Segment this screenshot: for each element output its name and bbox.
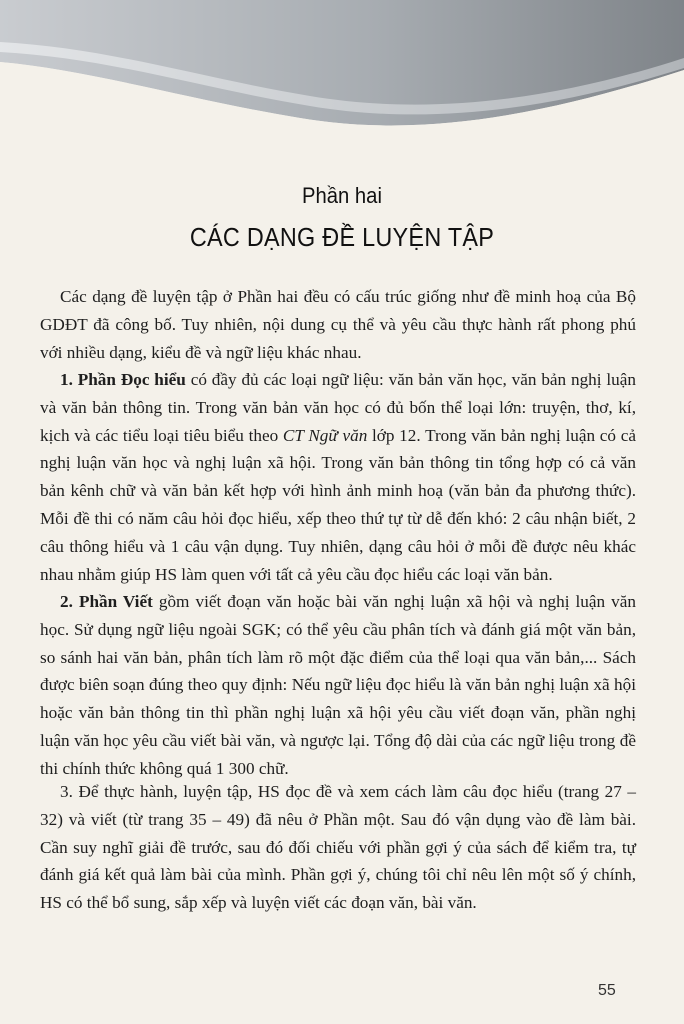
part-label: Phần hai (302, 183, 382, 208)
writing-section-text: gồm viết đoạn văn hoặc bài văn nghị luận xã hội và nghị luận văn học. Sử dụng ngữ liệu ngoài SGK; có thể yêu cầu phân tích và đánh giá một văn bản, so sánh hai văn bản, phân tích làm rõ một đặc điểm của thể loại qua văn bản,... Sách được biên soạn đúng theo quy định: Nếu ngữ liệu đọc hiểu là văn bản nghị luận xã hội hoặc văn bản thông tin thì phần nghị luận xã hội yêu cầu viết đoạn văn, phần nghị luận văn học yêu cầu viết bài văn, và ngược lại. Tổng độ dài của các ngữ liệu trong đề thi chính thức không quá 1 300 chữ. (40, 592, 636, 778)
page-title: CÁC DẠNG ĐỀ LUYỆN TẬP (189, 222, 495, 252)
reading-section-text-a: có đầy đủ các loại ngữ liệu: văn bản văn học, văn bản nghị luận và văn bản thông tin. Trong văn bản văn học có đủ bốn thể loại lớn: truyện, thơ, kí, kịch và các tiểu loại tiêu biểu theo (40, 370, 636, 445)
curriculum-name: CT Ngữ văn (282, 425, 368, 445)
writing-section-heading: 2. Phần Viết (60, 592, 153, 611)
writing-section-paragraph (40, 588, 636, 783)
reading-section-heading: 1. Phần Đọc hiểu (60, 370, 186, 389)
reading-section-text-b: lớp 12. Trong văn bản nghị luận có cả nghị luận văn học và nghị luận xã hội. Trong văn bản thông tin tổng hợp có cả văn bản kênh chữ và văn bản kết hợp với hình ảnh minh hoạ (văn bản đa phương thức). Mỗi đề thi có năm câu hỏi đọc hiểu, xếp theo thứ tự từ dễ đến khó: 2 câu nhận biết, 2 câu thông hiểu và 1 câu vận dụng. Tuy nhiên, dạng câu hỏi ở mỗi đề được nêu khác nhau nhằm giúp HS làm quen với tất cả yêu cầu đọc hiểu các loại văn bản. (40, 425, 636, 584)
intro-paragraph: Các dạng đề luyện tập ở Phần hai đều có cấu trúc giống như đề minh hoạ của Bộ GDĐT đã công bố. Tuy nhiên, nội dung cụ thể và yêu cầu thực hành rất phong phú với nhiều dạng, kiểu đề và ngữ liệu khác nhau. (40, 287, 636, 362)
practice-section-paragraph: 3. Để thực hành, luyện tập, HS đọc đề và xem cách làm câu đọc hiểu (trang 27 – 32) và viết (từ trang 35 – 49) đã nêu ở Phần một. Sau đó vận dụng vào đề làm bài. Cần suy nghĩ giải đề trước, sau đó đối chiếu với phần gợi ý của sách để kiểm tra, tự đánh giá kết quả làm bài của mình. Phần gợi ý, chúng tôi chỉ nêu lên một số ý chính, HS có thể bổ sung, sắp xếp và luyện viết các đoạn văn, bài văn. (40, 782, 636, 913)
reading-section-paragraph (40, 366, 636, 588)
page-number: 55 (598, 982, 616, 999)
